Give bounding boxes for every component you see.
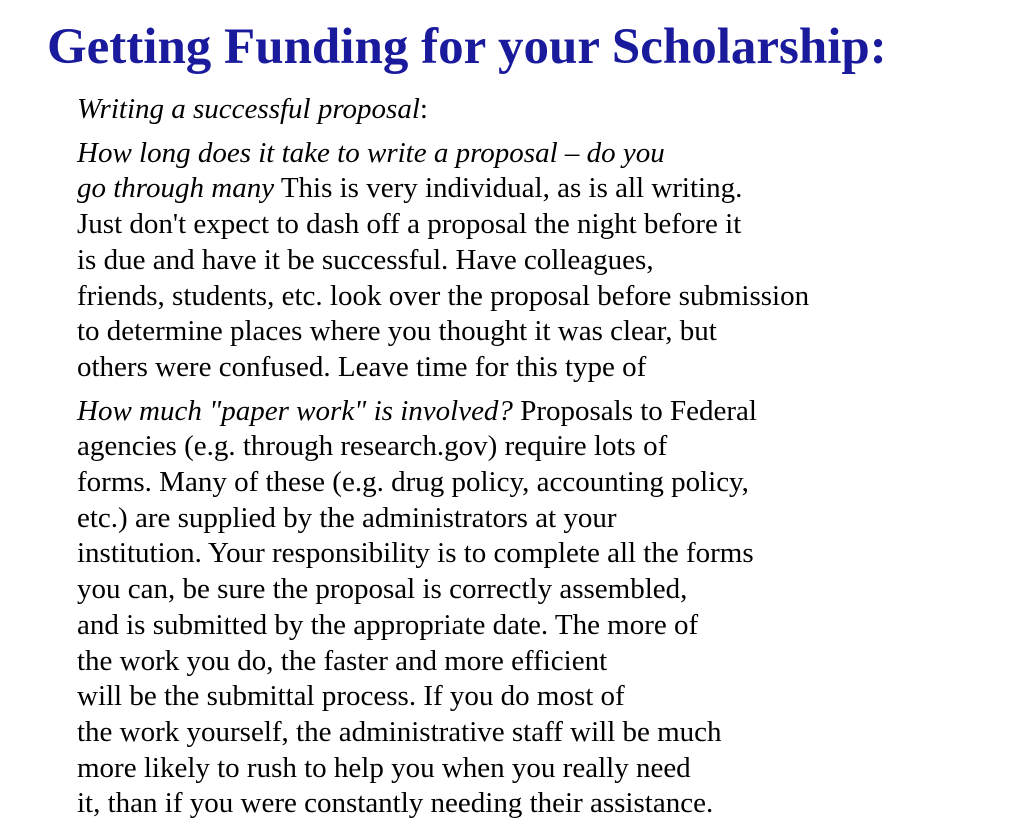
- paragraph-line: [77, 644, 977, 680]
- paragraph-line: [77, 243, 977, 279]
- answer-text: friends, students, etc. look over the proposal before submission: [77, 279, 810, 312]
- paragraph-line: [77, 501, 977, 537]
- answer-text: This is very individual, as is all writing.: [274, 172, 743, 205]
- paragraph-line: [77, 608, 977, 644]
- answer-text: will be the submittal process. If you do most of: [77, 680, 625, 713]
- answer-text: agencies (e.g. through research.gov) require lots of: [77, 430, 668, 463]
- subheading: [77, 92, 977, 128]
- slide-body: [77, 92, 977, 830]
- paragraph-line: [77, 136, 977, 172]
- answer-text: more likely to rush to help you when you really need: [77, 751, 691, 784]
- paragraph-line: [77, 350, 977, 386]
- paragraph-line: [77, 715, 977, 751]
- paragraph-line: [77, 314, 977, 350]
- answer-text: institution. Your responsibility is to complete all the forms: [77, 537, 754, 570]
- answer-text: you can, be sure the proposal is correctly assembled,: [77, 573, 688, 606]
- paragraph-line: [77, 394, 977, 430]
- answer-text: etc.) are supplied by the administrators at your: [77, 501, 617, 534]
- answer-text: to determine places where you thought it was clear, but: [77, 315, 717, 348]
- paragraph-line: [77, 171, 977, 207]
- answer-text: is due and have it be successful. Have colleagues,: [77, 243, 654, 276]
- answer-text: it, than if you were constantly needing their assistance.: [77, 787, 714, 820]
- question-text: How much "paper work" is involved?: [77, 394, 513, 427]
- paragraph-line: [77, 429, 977, 465]
- paragraph-line: [77, 786, 977, 822]
- answer-text: the work yourself, the administrative staff will be much: [77, 715, 722, 748]
- paragraph-line: [77, 279, 977, 315]
- subheading-suffix: :: [419, 93, 428, 125]
- subheading-italic: Writing a successful proposal: [77, 93, 420, 125]
- answer-text: the work you do, the faster and more efficient: [77, 644, 608, 677]
- answer-text: Just don't expect to dash off a proposal the night before it: [77, 208, 742, 241]
- slide-title: Getting Funding for your Scholarship:: [47, 19, 887, 75]
- question-text: go through many: [77, 172, 275, 205]
- answer-text: and is submitted by the appropriate date. The more of: [77, 608, 699, 641]
- paragraph-line: [77, 679, 977, 715]
- answer-text: others were confused. Leave time for this type of: [77, 350, 647, 383]
- paragraph-line: [77, 751, 977, 787]
- answer-text: forms. Many of these (e.g. drug policy, accounting policy,: [77, 466, 749, 499]
- answer-text: Proposals to Federal: [512, 394, 757, 427]
- qa-item: [77, 136, 977, 386]
- question-text: How long does it take to write a proposal – do you: [77, 136, 665, 169]
- paragraph-line: [77, 207, 977, 243]
- qa-item: [77, 394, 977, 822]
- paragraph-line: [77, 572, 977, 608]
- paragraph-line: [77, 465, 977, 501]
- paragraph-line: [77, 536, 977, 572]
